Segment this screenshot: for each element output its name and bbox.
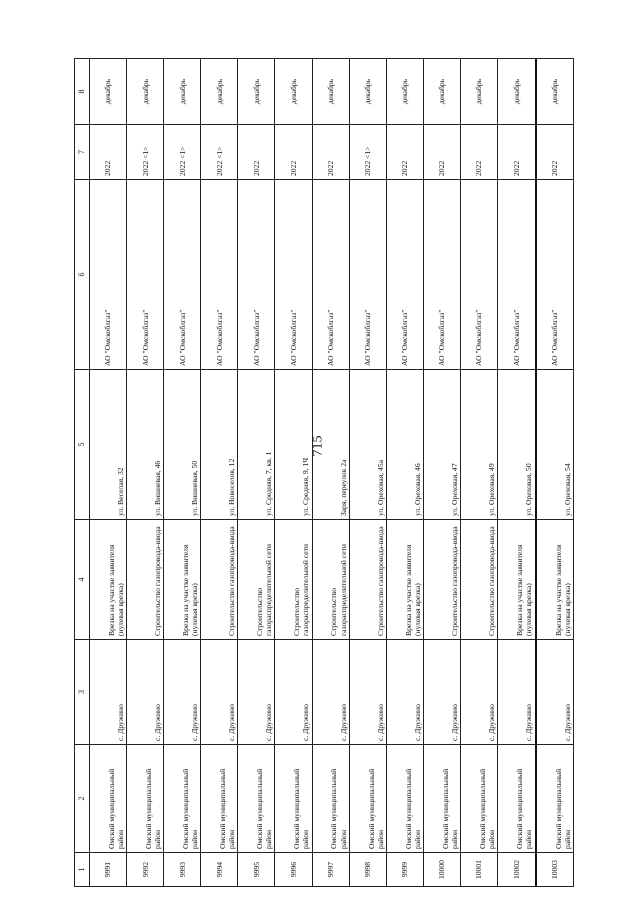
year-cell: 2022 — [238, 125, 275, 180]
table-row — [460, 59, 497, 887]
month-cell: декабрь — [423, 59, 460, 125]
organization-cell: АО "Омскоблгаз" — [460, 180, 497, 370]
page-number: 715 — [310, 435, 326, 457]
district-cell: Омский муниципальный район — [238, 745, 275, 853]
col-header-8: 8 — [75, 59, 90, 125]
gasification-table — [74, 58, 574, 887]
col-header-3: 3 — [75, 640, 90, 745]
address-cell: Заря, переулок 2а — [312, 370, 349, 520]
organization-cell: АО "Омскоблгаз" — [386, 180, 423, 370]
district-cell: Омский муниципальный район — [90, 745, 127, 853]
year-cell: 2022 — [312, 125, 349, 180]
district-cell: Омский муниципальный район — [201, 745, 238, 853]
year-cell: 2022 <1> — [164, 125, 201, 180]
table-row — [423, 59, 460, 887]
month-cell: декабрь — [460, 59, 497, 125]
table-row — [90, 59, 127, 887]
year-cell: 2022 — [90, 125, 127, 180]
month-cell: декабрь — [127, 59, 164, 125]
settlement-cell: с. Дружино — [164, 640, 201, 745]
table-row — [536, 59, 574, 887]
year-cell: 2022 — [498, 125, 536, 180]
work-type-cell: Врезка на участке заявителя (нулевая врезка) — [164, 520, 201, 640]
district-cell: Омский муниципальный район — [127, 745, 164, 853]
month-cell: декабрь — [312, 59, 349, 125]
organization-cell: АО "Омскоблгаз" — [275, 180, 312, 370]
address-cell: ул. Ореховая, 54 — [536, 370, 574, 520]
table-row — [201, 59, 238, 887]
address-cell: ул. Средняя, 7, кв. 1 — [238, 370, 275, 520]
settlement-cell: с. Дружино — [536, 640, 574, 745]
address-cell: ул. Ореховая, 50 — [498, 370, 536, 520]
district-cell: Омский муниципальный район — [460, 745, 497, 853]
settlement-cell: с. Дружино — [349, 640, 386, 745]
table-row — [386, 59, 423, 887]
work-type-cell: Строительство газопровода-ввода — [349, 520, 386, 640]
month-cell: декабрь — [90, 59, 127, 125]
organization-cell: АО "Омскоблгаз" — [498, 180, 536, 370]
table-row — [498, 59, 536, 887]
work-type-cell: Строительство газораспределительной сети — [312, 520, 349, 640]
row-number: 9999 — [386, 853, 423, 887]
organization-cell: АО "Омскоблгаз" — [201, 180, 238, 370]
work-type-cell: Врезка на участке заявителя (нулевая врезка) — [386, 520, 423, 640]
organization-cell: АО "Омскоблгаз" — [127, 180, 164, 370]
work-type-cell: Врезка на участке заявителя (нулевая врезка) — [90, 520, 127, 640]
work-type-cell: Строительство газопровода-ввода — [460, 520, 497, 640]
table-row — [164, 59, 201, 887]
col-header-1: 1 — [75, 853, 90, 887]
row-number: 9995 — [238, 853, 275, 887]
district-cell: Омский муниципальный район — [498, 745, 536, 853]
row-number: 9997 — [312, 853, 349, 887]
row-number: 9998 — [349, 853, 386, 887]
organization-cell: АО "Омскоблгаз" — [536, 180, 574, 370]
row-number: 9996 — [275, 853, 312, 887]
address-cell: ул. Ореховая, 49 — [460, 370, 497, 520]
organization-cell: АО "Омскоблгаз" — [90, 180, 127, 370]
settlement-cell: с. Дружино — [498, 640, 536, 745]
row-number: 10003 — [536, 853, 574, 887]
col-header-6: 6 — [75, 180, 90, 370]
month-cell: декабрь — [349, 59, 386, 125]
district-cell: Омский муниципальный район — [312, 745, 349, 853]
settlement-cell: с. Дружино — [275, 640, 312, 745]
month-cell: декабрь — [386, 59, 423, 125]
district-cell: Омский муниципальный район — [386, 745, 423, 853]
table-body — [90, 59, 574, 887]
organization-cell: АО "Омскоблгаз" — [164, 180, 201, 370]
settlement-cell: с. Дружино — [90, 640, 127, 745]
settlement-cell: с. Дружино — [423, 640, 460, 745]
month-cell: декабрь — [498, 59, 536, 125]
work-type-cell: Врезка на участке заявителя (нулевая врезка) — [536, 520, 574, 640]
settlement-cell: с. Дружино — [238, 640, 275, 745]
address-cell: ул. Ореховая, 45а — [349, 370, 386, 520]
address-cell: ул. Вишневая, 50 — [164, 370, 201, 520]
district-cell: Омский муниципальный район — [275, 745, 312, 853]
year-cell: 2022 — [275, 125, 312, 180]
address-cell: ул. Новоселов, 12 — [201, 370, 238, 520]
table-row — [127, 59, 164, 887]
address-cell: ул. Вишневая, 46 — [127, 370, 164, 520]
table-row — [238, 59, 275, 887]
settlement-cell: с. Дружино — [127, 640, 164, 745]
settlement-cell: с. Дружино — [386, 640, 423, 745]
settlement-cell: с. Дружино — [460, 640, 497, 745]
col-header-7: 7 — [75, 125, 90, 180]
district-cell: Омский муниципальный район — [164, 745, 201, 853]
month-cell: декабрь — [238, 59, 275, 125]
year-cell: 2022 — [460, 125, 497, 180]
district-cell: Омский муниципальный район — [536, 745, 574, 853]
work-type-cell: Строительство газопровода-ввода — [201, 520, 238, 640]
organization-cell: АО "Омскоблгаз" — [238, 180, 275, 370]
organization-cell: АО "Омскоблгаз" — [312, 180, 349, 370]
row-number: 9992 — [127, 853, 164, 887]
settlement-cell: с. Дружино — [312, 640, 349, 745]
table-row — [312, 59, 349, 887]
year-cell: 2022 <1> — [127, 125, 164, 180]
month-cell: декабрь — [536, 59, 574, 125]
organization-cell: АО "Омскоблгаз" — [423, 180, 460, 370]
table-row — [349, 59, 386, 887]
col-header-5: 5 — [75, 370, 90, 520]
row-number: 9991 — [90, 853, 127, 887]
year-cell: 2022 <1> — [349, 125, 386, 180]
year-cell: 2022 — [536, 125, 574, 180]
address-cell: ул. Ореховая, 46 — [386, 370, 423, 520]
row-number: 10000 — [423, 853, 460, 887]
column-number-row — [75, 59, 90, 887]
row-number: 10001 — [460, 853, 497, 887]
work-type-cell: Строительство газораспределительной сети — [275, 520, 312, 640]
work-type-cell: Строительство газопровода-ввода — [127, 520, 164, 640]
organization-cell: АО "Омскоблгаз" — [349, 180, 386, 370]
district-cell: Омский муниципальный район — [349, 745, 386, 853]
col-header-4: 4 — [75, 520, 90, 640]
row-number: 10002 — [498, 853, 536, 887]
table-row — [275, 59, 312, 887]
settlement-cell: с. Дружино — [201, 640, 238, 745]
address-cell: ул. Веселая, 32 — [90, 370, 127, 520]
address-cell: ул. Средняя, 9, 1Ч — [275, 370, 312, 520]
district-cell: Омский муниципальный район — [423, 745, 460, 853]
rotated-table-wrapper — [74, 59, 574, 887]
year-cell: 2022 — [423, 125, 460, 180]
month-cell: декабрь — [164, 59, 201, 125]
work-type-cell: Строительство газораспределительной сети — [238, 520, 275, 640]
col-header-2: 2 — [75, 745, 90, 853]
month-cell: декабрь — [201, 59, 238, 125]
row-number: 9994 — [201, 853, 238, 887]
address-cell: ул. Ореховая, 47 — [423, 370, 460, 520]
month-cell: декабрь — [275, 59, 312, 125]
row-number: 9993 — [164, 853, 201, 887]
year-cell: 2022 — [386, 125, 423, 180]
work-type-cell: Врезка на участке заявителя (нулевая врезка) — [498, 520, 536, 640]
year-cell: 2022 <1> — [201, 125, 238, 180]
work-type-cell: Строительство газопровода-ввода — [423, 520, 460, 640]
